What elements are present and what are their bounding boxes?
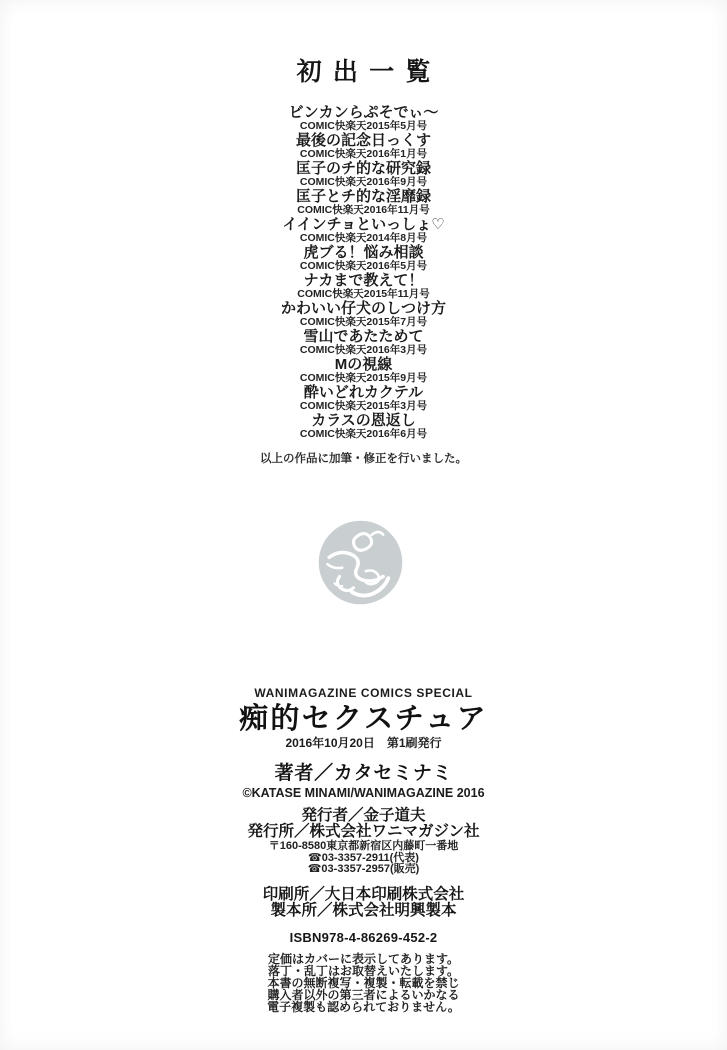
work-issue: COMIC快楽天2015年3月号 [299,400,428,412]
work-title: 最後の記念日っくす [295,132,431,149]
telephone-sales: ☎03-3357-2957(販売) [307,863,420,875]
publisher-company: 発行所／株式会社ワニマガジン社 [247,823,480,840]
revision-note: 以上の作品に加筆・修正を行いました。 [260,453,467,465]
works-list [0,104,727,440]
work-entry [0,132,727,160]
telephone-main: ☎03-3357-2911(代表) [308,852,419,864]
work-entry [0,412,727,440]
print-date-info: 2016年10月20日 第1刷発行 [285,736,442,750]
work-title: 酔いどれカクテル [303,384,424,401]
work-issue: COMIC快楽天2016年6月号 [299,428,428,440]
work-title: Mの視線 [334,356,393,373]
work-entry [0,384,727,412]
book-title: 痴的セクスチュア [239,703,488,735]
work-title: イインチョといっしょ♡ [282,216,445,233]
work-title: 匡子のチ的な研究録 [295,160,431,177]
work-title: かわいい仔犬のしつけ方 [280,300,446,317]
legal-notice-line: 落丁・乱丁はお取替えいたします。 [267,964,460,978]
work-title: 雪山であたためて [303,328,424,345]
work-issue: COMIC快楽天2016年9月号 [299,176,428,188]
work-entry [0,104,727,132]
work-entry [0,244,727,272]
printer-credit: 印刷所／大日本印刷株式会社 [262,886,465,903]
work-title: ナカまで教えて！ [303,272,424,289]
work-issue: COMIC快楽天2015年11月号 [297,288,430,300]
work-entry [0,272,727,300]
work-issue: COMIC快楽天2014年8月号 [299,232,428,244]
work-issue: COMIC快楽天2015年9月号 [299,372,428,384]
copyright-notice: ©KATASE MINAMI/WANIMAGAZINE 2016 [242,786,485,800]
author-credit: 著者／カタセミナミ [274,763,453,784]
work-title: カラスの恩返し [311,412,416,429]
work-entry [0,356,727,384]
work-issue: COMIC快楽天2016年5月号 [299,260,428,272]
work-issue: COMIC快楽天2015年7月号 [299,316,428,328]
binder-credit: 製本所／株式会社明興製本 [270,902,457,919]
work-entry [0,328,727,356]
legal-notice-line: 電子複製も認められておりません。 [267,1000,460,1014]
publisher-person: 発行者／金子道夫 [301,807,426,824]
legal-notice-line: 購入者以外の第三者によるいかなる [267,988,460,1002]
legal-notice-line: 本書の無断複写・複製・転載を禁じ [267,976,460,990]
work-entry [0,300,727,328]
imprint-series-label: WANIMAGAZINE COMICS SPECIAL [254,686,473,700]
first-publication-list [0,52,727,466]
work-entry [0,216,727,244]
publisher-address: 〒160-8580東京都新宿区内藤町一番地 [268,840,459,852]
work-title: ビンカンらぷそでぃ〜 [288,104,439,121]
work-entry [0,188,727,216]
work-issue: COMIC快楽天2016年1月号 [299,148,428,160]
legal-notice-line: 定価はカバーに表示してあります。 [267,952,460,966]
legal-notices [0,953,727,1013]
work-entry [0,160,727,188]
wanimagazine-crocodile-logo-icon [317,519,404,606]
work-title: 虎ブる！悩み相談 [303,244,424,261]
isbn-number: ISBN978-4-86269-452-2 [289,930,438,945]
work-issue: COMIC快楽天2016年3月号 [299,344,428,356]
work-issue: COMIC快楽天2016年11月号 [297,204,430,216]
work-issue: COMIC快楽天2015年5月号 [299,120,428,132]
work-title: 匡子とチ的な淫靡録 [295,188,431,205]
first-publication-heading: 初出一覧 [296,58,442,86]
colophon-block [0,686,727,1013]
